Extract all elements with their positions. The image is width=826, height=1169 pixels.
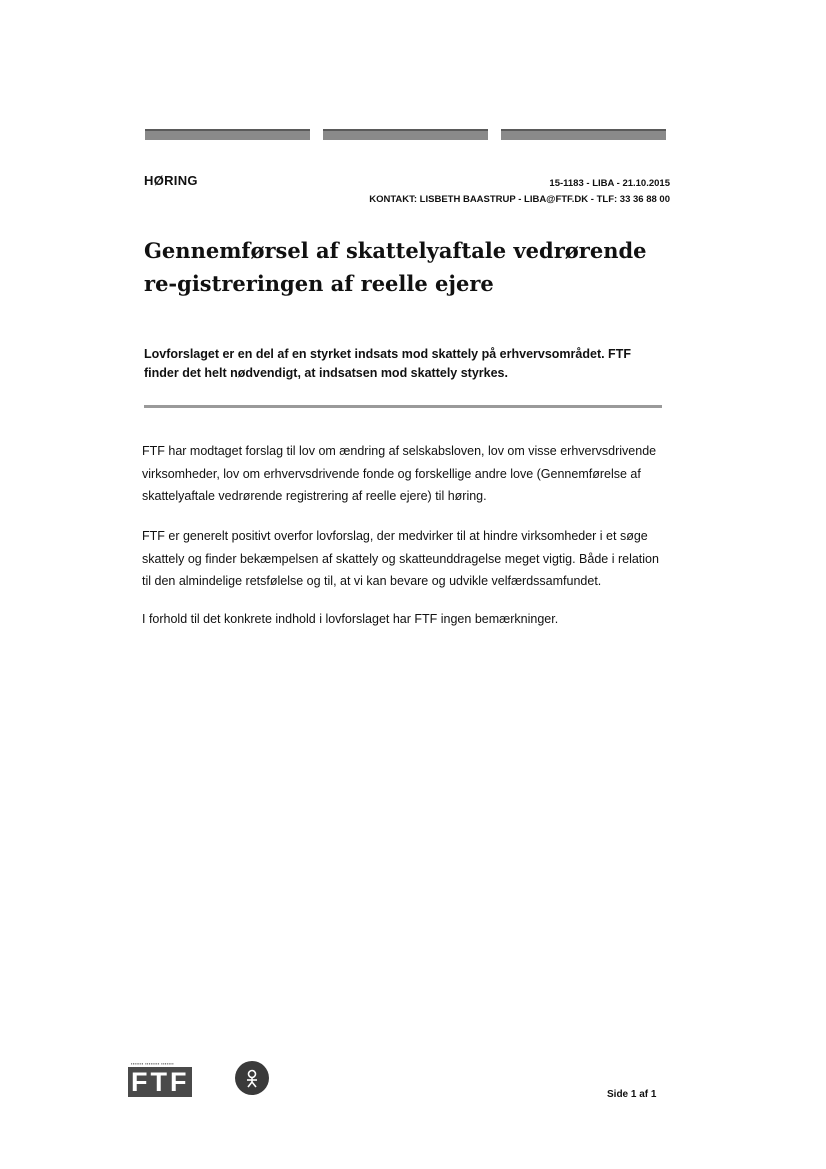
page-number: Side 1 af 1 [607,1089,657,1100]
lead-paragraph: Lovforslaget er en del af en styrket indsats mod skattely på erhvervsområdet. FTF finder det helt nødvendigt, at indsatsen mod skattely styrkes. [144,347,631,380]
section-divider [144,405,662,408]
logo-wordmark: FTF [128,1067,192,1097]
logo-tagline-graphic: ▪▪▪▪▪▪▪ ▪▪▪▪▪▪▪▪ ▪▪▪▪▪▪▪ [131,1061,175,1066]
reference-line: 15-1183 - LIBA - 21.10.2015 [549,178,670,189]
document-type-label: HØRING [144,173,198,188]
contact-line: KONTAKT: LISBETH BAASTRUP - LIBA@FTF.DK - TLF: 33 36 88 00 [369,194,670,205]
body-paragraph-1: FTF har modtaget forslag til lov om ændring af selskabsloven, lov om visse erhvervsdrivende virksomheder, lov om erhvervsdrivende fonde og forskellige andre love (Gennemførelse af skattelyaftale vedrørende registrering af reelle ejere) til høring. [142,444,657,503]
ftf-emblem-icon [235,1061,269,1095]
ftf-logo [128,1061,192,1097]
header-bar-middle [323,129,488,140]
header-bar-left [145,129,310,140]
body-paragraph-2: FTF er generelt positivt overfor lovforslag, der medvirker til at hindre virksomheder i et søge skattely og finder bekæmpelsen af skattely og skatteunddragelse meget vigtig. Både i relation til den almindelige retsfølelse og til, at vi kan bevare og udvikle velfærdssamfundet. [142,529,659,588]
document-title: Gennemførsel af skattelyaftale vedrørende re-gistreringen af reelle ejere [144,238,647,296]
header-bar-right [501,129,666,140]
body-paragraph-3: I forhold til det konkrete indhold i lovforslaget har FTF ingen bemærkninger. [142,612,559,626]
